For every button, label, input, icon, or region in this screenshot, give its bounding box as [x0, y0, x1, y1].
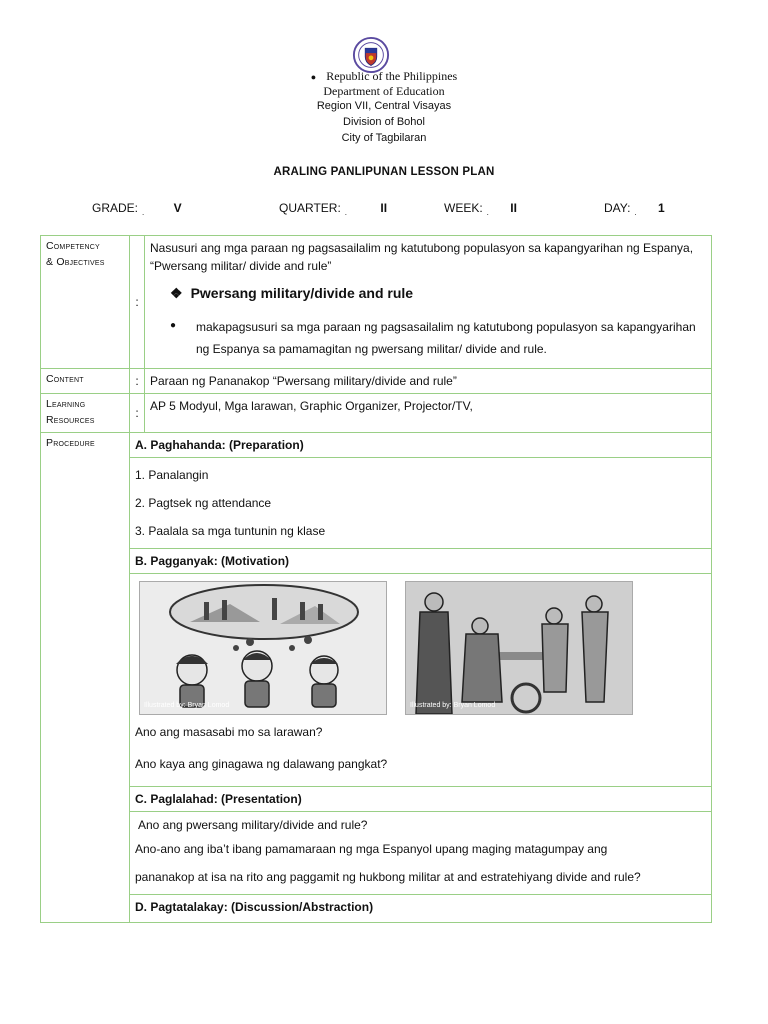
competency-label: Competency & Objectives: [41, 236, 130, 369]
lesson-plan-title: ARALING PANLIPUNAN LESSON PLAN: [273, 166, 495, 178]
content-text: Paraan ng Pananakop “Pwersang military/divide and rule”: [145, 369, 712, 394]
lesson-plan-table: [40, 235, 712, 923]
section-b-heading: B. Pagganyak: (Motivation): [130, 548, 712, 573]
week-label: WEEK:: [444, 201, 483, 215]
day-field: DAY: $_.$ 1: [604, 201, 665, 217]
list-item: 1. Panalangin: [135, 467, 209, 482]
list-item: 2. Pagtsek ng attendance: [135, 495, 272, 510]
section-b-content: [130, 573, 712, 786]
objective-text: makapagsusuri sa mga paraan ng pagsasailalim ng katutubong populasyon sa kapangyarihan ng Espanya sa pamamagitan ng pwersang militar/ divide and rule.: [196, 320, 696, 356]
procedure-a-items-row: [41, 457, 712, 548]
quarter-field: QUARTER: $_.$ II: [279, 201, 388, 217]
week-field: WEEK: $_.$ II: [444, 201, 517, 217]
competency-colon: :: [130, 236, 145, 369]
department-line: Department of Education: [323, 84, 445, 98]
motivation-question-1: Ano ang masasabi mo sa larawan?: [135, 724, 323, 739]
day-label: DAY:: [604, 201, 631, 215]
procedure-a-heading-row: [41, 432, 712, 457]
procedure-b-heading-row: [41, 548, 712, 573]
procedure-c-content-row: [41, 811, 712, 894]
presentation-line-3: pananakop at isa na rito ang paggamit ng hukbong militar at and estratehiyang divide and rule?: [135, 869, 641, 884]
section-a-heading: A. Paghahanda: (Preparation): [130, 432, 712, 457]
resources-colon: :: [130, 394, 145, 433]
republic-line: [0, 69, 768, 84]
image-credit: Illustrated by: Bryan Lomod: [410, 702, 496, 709]
division-line: Division of Bohol: [343, 116, 425, 128]
procedure-label: Procedure: [41, 432, 130, 922]
section-a-items: [130, 457, 712, 548]
motivation-images: [135, 577, 706, 719]
bullet-icon: ●: [170, 320, 177, 331]
objective-bullet: [170, 316, 706, 360]
motivation-question-2: Ano kaya ang ginagawa ng dalawang pangkat?: [135, 756, 388, 771]
competency-subheading: ❖ Pwersang military/divide and rule: [170, 285, 414, 301]
competency-content: [145, 236, 712, 369]
content-colon: :: [130, 369, 145, 394]
competency-row: [41, 236, 712, 369]
grade-value: V: [173, 201, 182, 215]
diamond-icon: ❖: [170, 285, 183, 301]
presentation-line-1: Ano ang pwersang military/divide and rule?: [138, 817, 368, 832]
image-credit: Illustrated by: Bryan Lomod: [144, 702, 230, 709]
week-value: II: [510, 201, 517, 215]
list-item: 3. Paalala sa mga tuntunin ng klase: [135, 523, 326, 538]
content-label: Content: [41, 369, 130, 394]
competency-text: Nasusuri ang mga paraan ng pagsasailalim ng katutubong populasyon sa kapangyarihan ng Espanya, “Pwersang militar/ divide and rule”: [150, 241, 694, 273]
resources-row: [41, 394, 712, 433]
section-c-heading: C. Paglalahad: (Presentation): [130, 786, 712, 811]
procedure-c-heading-row: [41, 786, 712, 811]
resources-label: Learning Resources: [41, 394, 130, 433]
header-bullet: ●: [310, 72, 317, 82]
quarter-label: QUARTER:: [279, 201, 341, 215]
presentation-line-2: Ano-ano ang iba’t ibang pamamaraan ng mga Espanyol upang maging matagumpay ang: [135, 841, 608, 856]
children-illustration-icon: [140, 582, 386, 714]
children-thinking-image: [139, 581, 387, 715]
city-line: City of Tagbilaran: [341, 132, 427, 144]
republic-text: Republic of the Philippines: [326, 69, 458, 83]
content-row: [41, 369, 712, 394]
quarter-value: II: [380, 201, 388, 215]
historical-illustration-icon: [406, 582, 632, 714]
procedure-b-content-row: [41, 573, 712, 786]
grade-label: GRADE:: [92, 201, 139, 215]
grade-field: GRADE: $_.$ V: [92, 201, 182, 217]
procedure-d-heading-row: [41, 894, 712, 922]
resources-text: AP 5 Modyul, Mga larawan, Graphic Organizer, Projector/TV,: [145, 394, 712, 433]
section-c-content: [130, 811, 712, 894]
day-value: 1: [658, 201, 665, 215]
section-d-heading: D. Pagtatalakay: (Discussion/Abstraction): [130, 894, 712, 922]
region-line: Region VII, Central Visayas: [316, 100, 452, 112]
spaniards-natives-image: [405, 581, 633, 715]
